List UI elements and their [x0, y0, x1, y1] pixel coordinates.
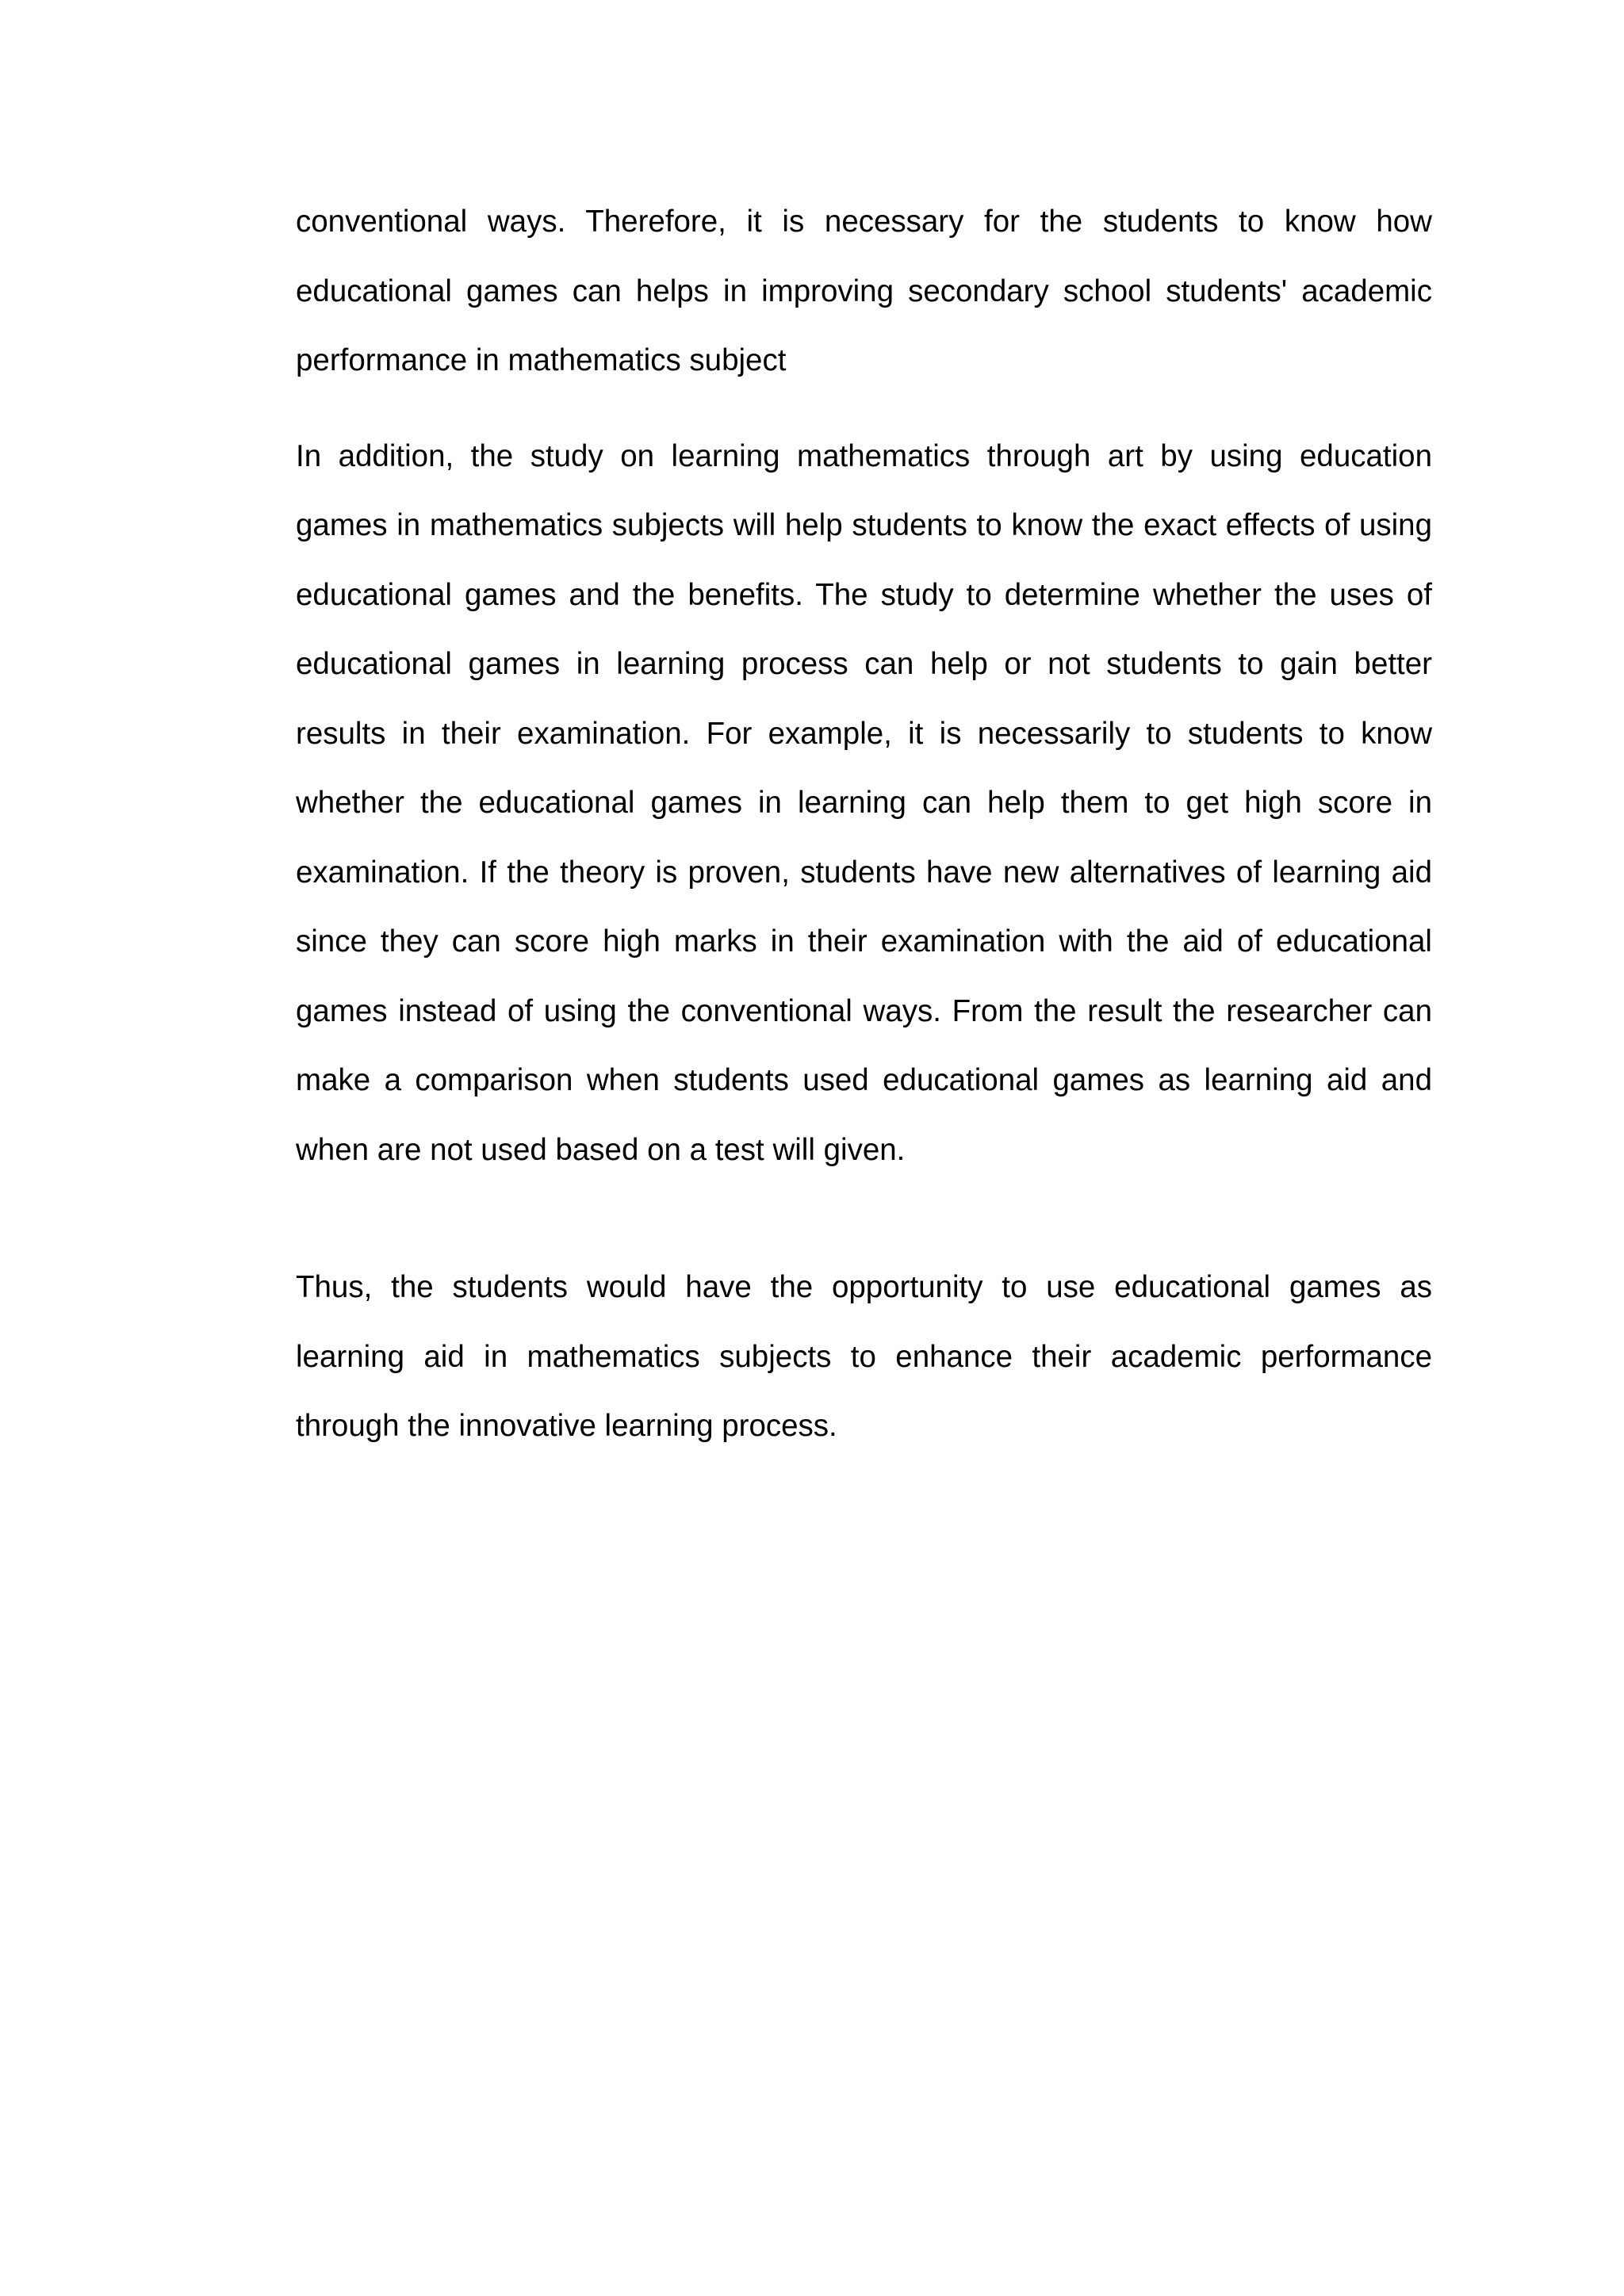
paragraph-2: In addition, the study on learning mathematics through art by using education games in mathematics subjects will help students to know the exact effects of using educational games and the benefits. The study to determine whether the uses of educational games in learning process can help or not students to gain better results in their examination. For example, it is necessarily to students to know whether the educational games in learning can help them to get high score in examination. If the theory is proven, students have new alternatives of learning aid since they can score high marks in their examination with the aid of educational games instead of using the conventional ways. From the result the researcher can make a comparison when students used educational games as learning aid and when are not used based on a test will given.	[296, 438, 1432, 1167]
paragraph-3: Thus, the students would have the opportunity to use educational games as learning aid in mathematics subjects to enhance their academic performance through the innovative learning process.	[296, 1270, 1432, 1443]
paragraph-1: conventional ways. Therefore, it is necessary for the students to know how educational games can helps in improving secondary school students' academic performance in mathematics subject	[296, 205, 1432, 377]
body-text	[296, 187, 1432, 1461]
